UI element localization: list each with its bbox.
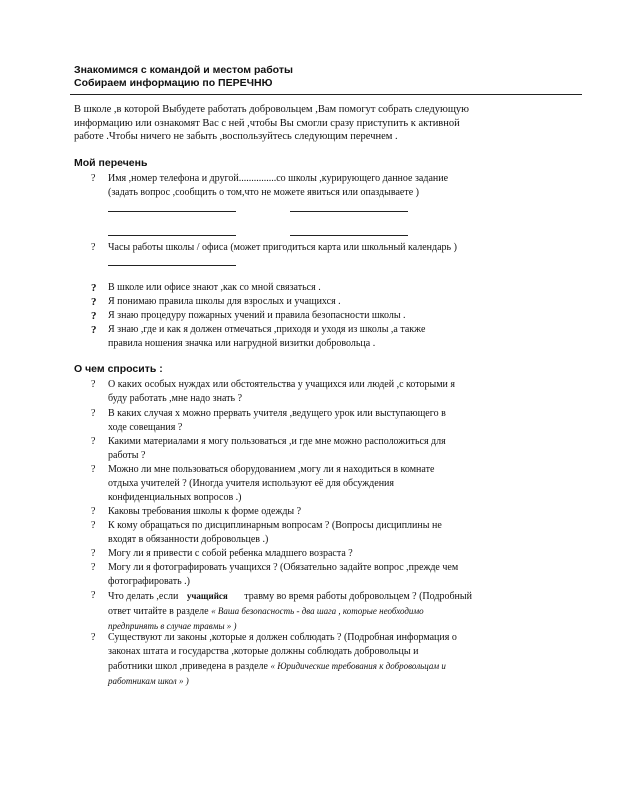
bullet: ? (91, 632, 96, 643)
item-line: К кому обращаться по дисциплинарным вопросам ? (Вопросы дисциплины не (108, 520, 442, 531)
item-line: конфиденциальных вопросов .) (108, 492, 242, 503)
header-line-1: Знакомимся с командой и местом работы (74, 64, 293, 76)
item-line: Я понимаю правила школы для взрослых и учащихся . (108, 296, 341, 307)
question-10 (91, 631, 548, 688)
item-line: предпринять в случае травмы » ) (108, 621, 237, 631)
ask-title: О чем спросить : (74, 363, 163, 375)
q9-text-bold: учащийся (186, 591, 228, 601)
bullet: ? (91, 590, 96, 601)
question-2 (91, 407, 548, 435)
item-line: Имя ,номер телефона и другой...............со школы ,курирующего данное задание (108, 173, 449, 184)
check-item-4 (91, 323, 548, 351)
item-line: Я знаю процедуру пожарных учений и правила безопасности школы . (108, 310, 406, 321)
q10-text-start: работники школ ,приведена в разделе (108, 661, 268, 672)
list-title: Мой перечень (74, 157, 148, 169)
item-line: работникам школ » ) (108, 676, 189, 686)
blank-line (290, 211, 408, 212)
item-line: Какими материалами я могу пользоваться ,и где мне можно расположиться для (108, 436, 446, 447)
bullet: ? (91, 436, 96, 447)
q9-section-ref: « Ваша безопасность - два шага , которые необходимо (211, 606, 424, 616)
item-line: ходе совещания ? (108, 422, 183, 433)
item-line: отдыха учителей ? (Иногда учителя используют её для обсуждения (108, 478, 395, 489)
bullet: ? (91, 296, 97, 308)
list-item-hours (91, 241, 548, 255)
intro-line: В школе ,в которой Выбудете работать добровольцем ,Вам помогут собрать следующую (74, 104, 470, 115)
blank-line (108, 235, 236, 236)
header-line-2: Собираем информацию по ПЕРЕЧНЮ (74, 77, 273, 89)
item-line: Могу ли я фотографировать учащихся ? (Обязательно задайте вопрос ,прежде чем (108, 562, 459, 573)
intro-line: информацию или ознакомят Вас с ней ,чтобы Вы смогли сразу приступить к активной (74, 117, 460, 129)
document-header (74, 64, 293, 90)
question-7 (91, 547, 548, 561)
item-line (108, 659, 548, 674)
bullet: ? (91, 282, 97, 294)
blank-line (108, 211, 236, 212)
q10-section-ref: « Юридические требования к добровольцам и (270, 661, 446, 671)
bullet: ? (91, 464, 96, 475)
item-line (108, 589, 548, 604)
bullet: ? (91, 310, 97, 322)
item-line: входят в обязанности добровольцев .) (108, 534, 269, 545)
item-line: Я знаю ,где и как я должен отмечаться ,приходя и уходя из школы ,а также (108, 324, 426, 335)
item-line: работы ? (108, 450, 146, 461)
question-1 (91, 378, 548, 406)
list-item-contact (91, 172, 548, 200)
item-line: законах штата и государства ,которые должны соблюдать добровольцы и (108, 646, 419, 657)
question-8 (91, 561, 548, 589)
question-3 (91, 435, 548, 463)
item-line: Могу ли я привести с собой ребенка младшего возраста ? (108, 548, 353, 559)
q9-text-start: ответ читайте в разделе (108, 606, 209, 617)
question-9 (91, 589, 548, 633)
bullet: ? (91, 562, 96, 573)
item-line: Часы работы школы / офиса (может пригодиться карта или школьный календарь ) (108, 242, 457, 253)
question-5 (91, 505, 548, 519)
check-item-3 (91, 309, 548, 323)
item-line: В каких случая х можно прервать учителя ,ведущего урок или выступающего в (108, 408, 446, 419)
blank-line (108, 265, 236, 266)
bullet: ? (91, 548, 96, 559)
blank-line (290, 235, 408, 236)
bullet: ? (91, 408, 96, 419)
item-line: буду работать ,мне надо знать ? (108, 393, 243, 404)
check-item-2 (91, 295, 548, 309)
item-line (108, 604, 548, 619)
bullet: ? (91, 379, 96, 390)
q9-text-start: Что делать ,если (108, 591, 179, 602)
item-line: (задать вопрос ,сообщить о том,что не можете явиться или опаздываете ) (108, 187, 419, 198)
header-rule (70, 94, 582, 95)
item-line: правила ношения значка или нагрудной визитки добровольца . (108, 338, 376, 349)
item-line: Можно ли мне пользоваться оборудованием ,могу ли я находиться в комнате (108, 464, 435, 475)
bullet: ? (91, 520, 96, 531)
q9-text-end: травму во время работы добровольцем ? (Подробный (244, 591, 472, 602)
question-4 (91, 463, 548, 505)
bullet: ? (91, 506, 96, 517)
item-line: О каких особых нуждах или обстоятельства у учащихся или людей ,с которыми я (108, 379, 455, 390)
check-item-1 (91, 281, 548, 295)
question-6 (91, 519, 548, 547)
bullet: ? (91, 324, 97, 336)
item-line: Существуют ли законы ,которые я должен соблюдать ? (Подробная информация о (108, 632, 457, 643)
bullet: ? (91, 173, 96, 184)
bullet: ? (91, 242, 96, 253)
item-line: Каковы требования школы к форме одежды ? (108, 506, 302, 517)
item-line: В школе или офисе знают ,как со мной связаться . (108, 282, 321, 293)
intro-paragraph (74, 103, 544, 144)
item-line: фотографировать .) (108, 576, 190, 587)
intro-line: работе .Чтобы ничего не забыть ,воспользуйтесь следующим перечнем . (74, 131, 398, 142)
